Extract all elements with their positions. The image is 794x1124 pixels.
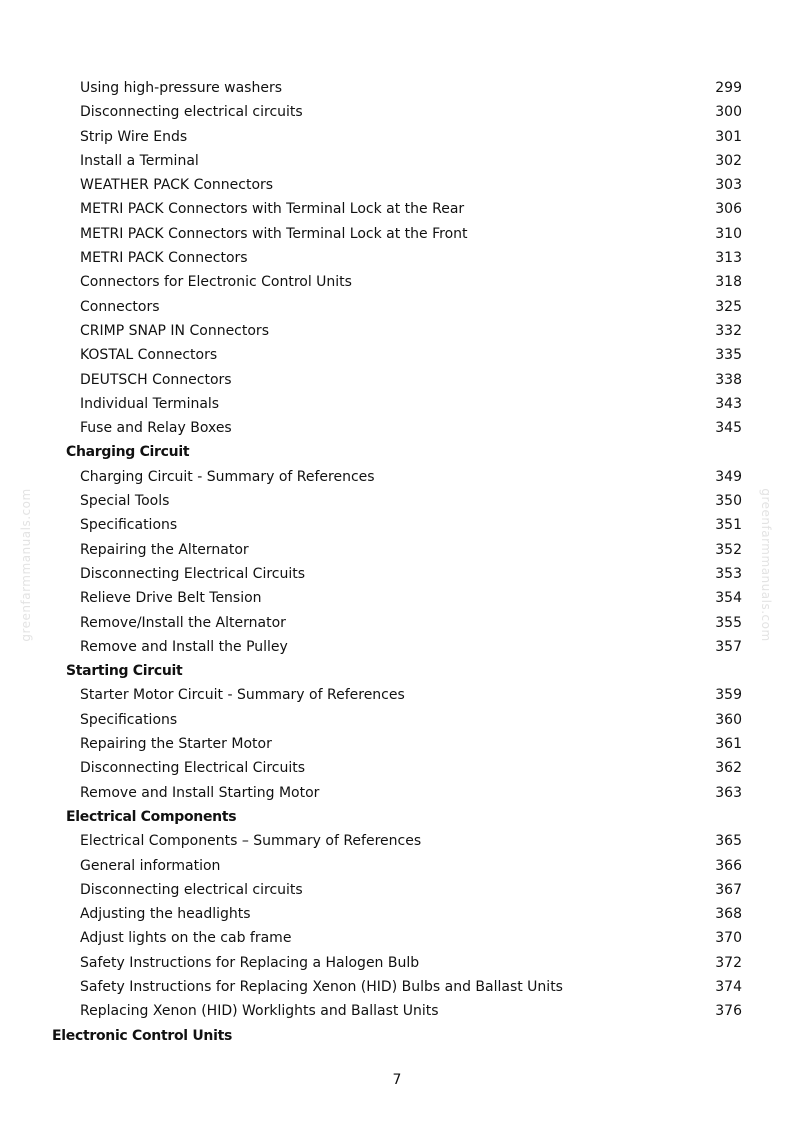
toc-entry[interactable] bbox=[0, 756, 794, 780]
table-of-contents bbox=[0, 76, 794, 1048]
toc-entry[interactable] bbox=[0, 951, 794, 975]
toc-entry[interactable] bbox=[0, 975, 794, 999]
toc-entry[interactable] bbox=[0, 125, 794, 149]
toc-entry[interactable] bbox=[0, 270, 794, 294]
toc-entry-title: Replacing Xenon (HID) Worklights and Ballast Units bbox=[80, 1003, 439, 1020]
toc-entry-title: Individual Terminals bbox=[80, 395, 220, 412]
toc-entry-title: METRI PACK Connectors bbox=[80, 250, 248, 267]
toc-entry[interactable] bbox=[0, 173, 794, 197]
toc-entry-title: CRIMP SNAP IN Connectors bbox=[80, 322, 269, 339]
toc-entry[interactable] bbox=[0, 999, 794, 1023]
toc-entry-page-number: 302 bbox=[715, 152, 742, 169]
toc-entry-title: Safety Instructions for Replacing Xenon (HID) Bulbs and Ballast Units bbox=[80, 978, 563, 995]
toc-entry-page-number: 335 bbox=[715, 347, 742, 364]
toc-entry-page-number: 376 bbox=[715, 1003, 742, 1020]
toc-entry-page-number: 366 bbox=[715, 857, 742, 874]
toc-entry[interactable] bbox=[0, 683, 794, 707]
toc-entry-page-number: 351 bbox=[715, 517, 742, 534]
toc-entry-title: Remove/Install the Alternator bbox=[80, 614, 286, 631]
toc-entry-title: Starting Circuit bbox=[66, 663, 183, 680]
toc-entry-title: Disconnecting electrical circuits bbox=[80, 881, 303, 898]
toc-entry-page-number: 365 bbox=[715, 833, 742, 850]
toc-entry-title: Charging Circuit bbox=[66, 444, 190, 461]
toc-entry-page-number: 332 bbox=[715, 322, 742, 339]
toc-entry-page-number: 363 bbox=[715, 784, 742, 801]
toc-entry-title: Adjusting the headlights bbox=[80, 906, 251, 923]
toc-entry-title: Starter Motor Circuit - Summary of References bbox=[80, 687, 405, 704]
toc-entry-title: Connectors for Electronic Control Units bbox=[80, 274, 352, 291]
toc-entry[interactable] bbox=[0, 149, 794, 173]
watermark-left: greenfarmmanuals.com bbox=[19, 488, 33, 642]
toc-section-heading[interactable] bbox=[0, 440, 794, 464]
toc-entry-title: Relieve Drive Belt Tension bbox=[80, 590, 262, 607]
toc-entry-page-number: 362 bbox=[715, 760, 742, 777]
toc-entry-page-number: 370 bbox=[715, 930, 742, 947]
toc-entry-title: Specifications bbox=[80, 711, 178, 728]
toc-entry-page-number: 368 bbox=[715, 906, 742, 923]
toc-entry-title: DEUTSCH Connectors bbox=[80, 371, 232, 388]
toc-entry-title: Specifications bbox=[80, 517, 178, 534]
toc-entry[interactable] bbox=[0, 416, 794, 440]
toc-entry-title: Charging Circuit - Summary of References bbox=[80, 468, 375, 485]
toc-entry-title: METRI PACK Connectors with Terminal Lock at the Front bbox=[80, 225, 468, 242]
toc-entry[interactable] bbox=[0, 902, 794, 926]
toc-entry-page-number: 306 bbox=[715, 201, 742, 218]
toc-entry-title: Disconnecting Electrical Circuits bbox=[80, 760, 306, 777]
toc-section-heading[interactable] bbox=[0, 659, 794, 683]
toc-entry-page-number: 360 bbox=[715, 711, 742, 728]
toc-entry-page-number: 299 bbox=[715, 80, 742, 96]
toc-entry-page-number: 325 bbox=[715, 298, 742, 315]
toc-entry[interactable] bbox=[0, 246, 794, 270]
toc-entry-page-number: 343 bbox=[715, 395, 742, 412]
toc-entry[interactable] bbox=[0, 513, 794, 537]
toc-entry-title: WEATHER PACK Connectors bbox=[80, 177, 274, 194]
toc-entry[interactable] bbox=[0, 343, 794, 367]
toc-entry[interactable] bbox=[0, 562, 794, 586]
toc-entry-title: Electronic Control Units bbox=[52, 1027, 233, 1044]
page-number: 7 bbox=[392, 1072, 402, 1088]
toc-entry-page-number: 374 bbox=[715, 978, 742, 995]
toc-entry-page-number: 352 bbox=[715, 541, 742, 558]
toc-entry[interactable] bbox=[0, 781, 794, 805]
toc-entry-page-number: 353 bbox=[715, 565, 742, 582]
toc-section-heading[interactable] bbox=[0, 1024, 794, 1048]
toc-entry-title: General information bbox=[80, 857, 221, 874]
toc-entry[interactable] bbox=[0, 708, 794, 732]
toc-entry-page-number: 318 bbox=[715, 274, 742, 291]
toc-entry-title: Repairing the Starter Motor bbox=[80, 736, 272, 753]
toc-entry-title: Repairing the Alternator bbox=[80, 541, 249, 558]
toc-entry[interactable] bbox=[0, 368, 794, 392]
toc-entry[interactable] bbox=[0, 611, 794, 635]
toc-entry-page-number: 303 bbox=[715, 177, 742, 194]
toc-entry-title: Install a Terminal bbox=[80, 152, 199, 169]
toc-entry-title: Special Tools bbox=[80, 493, 170, 510]
toc-section-heading[interactable] bbox=[0, 805, 794, 829]
toc-entry-title: Electrical Components – Summary of References bbox=[80, 833, 422, 850]
toc-entry-page-number: 313 bbox=[715, 250, 742, 267]
toc-entry[interactable] bbox=[0, 635, 794, 659]
toc-entry[interactable] bbox=[0, 538, 794, 562]
toc-entry-page-number: 357 bbox=[715, 638, 742, 655]
toc-entry-title: Disconnecting electrical circuits bbox=[80, 104, 303, 121]
toc-entry-page-number: 345 bbox=[715, 420, 742, 437]
toc-entry-title: Fuse and Relay Boxes bbox=[80, 420, 232, 437]
toc-entry[interactable] bbox=[0, 392, 794, 416]
toc-entry-title: Remove and Install the Pulley bbox=[80, 638, 288, 655]
toc-entry-title: Adjust lights on the cab frame bbox=[80, 930, 292, 947]
toc-entry[interactable] bbox=[0, 197, 794, 221]
toc-entry-page-number: 310 bbox=[715, 225, 742, 242]
toc-entry-page-number: 301 bbox=[715, 128, 742, 145]
toc-entry-page-number: 350 bbox=[715, 493, 742, 510]
toc-entry[interactable] bbox=[0, 100, 794, 124]
toc-entry-page-number: 367 bbox=[715, 881, 742, 898]
toc-entry-page-number: 349 bbox=[715, 468, 742, 485]
toc-entry-page-number: 338 bbox=[715, 371, 742, 388]
toc-entry-title: Strip Wire Ends bbox=[80, 128, 188, 145]
toc-entry[interactable] bbox=[0, 465, 794, 489]
toc-entry[interactable] bbox=[0, 222, 794, 246]
toc-entry[interactable] bbox=[0, 586, 794, 610]
toc-entry-page-number: 300 bbox=[715, 104, 742, 121]
toc-entry-title: METRI PACK Connectors with Terminal Lock at the Rear bbox=[80, 201, 465, 218]
toc-entry-page-number: 372 bbox=[715, 954, 742, 971]
toc-entry[interactable] bbox=[0, 732, 794, 756]
toc-entry-title: Disconnecting Electrical Circuits bbox=[80, 565, 306, 582]
toc-entry-title: KOSTAL Connectors bbox=[80, 347, 218, 364]
toc-entry-page-number: 355 bbox=[715, 614, 742, 631]
toc-entry-page-number: 361 bbox=[715, 736, 742, 753]
watermark-right: greenfarmmanuals.com bbox=[759, 488, 773, 642]
toc-entry-title: Electrical Components bbox=[66, 808, 237, 825]
toc-entry-title: Connectors bbox=[80, 298, 160, 315]
toc-entry[interactable] bbox=[0, 489, 794, 513]
toc-entry[interactable] bbox=[0, 295, 794, 319]
toc-entry[interactable] bbox=[0, 926, 794, 950]
toc-entry[interactable] bbox=[0, 854, 794, 878]
toc-entry[interactable] bbox=[0, 829, 794, 853]
toc-entry[interactable] bbox=[0, 76, 794, 100]
toc-entry[interactable] bbox=[0, 878, 794, 902]
toc-entry-title: Safety Instructions for Replacing a Halogen Bulb bbox=[80, 954, 420, 971]
toc-entry[interactable] bbox=[0, 319, 794, 343]
toc-entry-title: Using high-pressure washers bbox=[80, 80, 282, 96]
toc-entry-page-number: 359 bbox=[715, 687, 742, 704]
toc-entry-title: Remove and Install Starting Motor bbox=[80, 784, 320, 801]
toc-entry-page-number: 354 bbox=[715, 590, 742, 607]
